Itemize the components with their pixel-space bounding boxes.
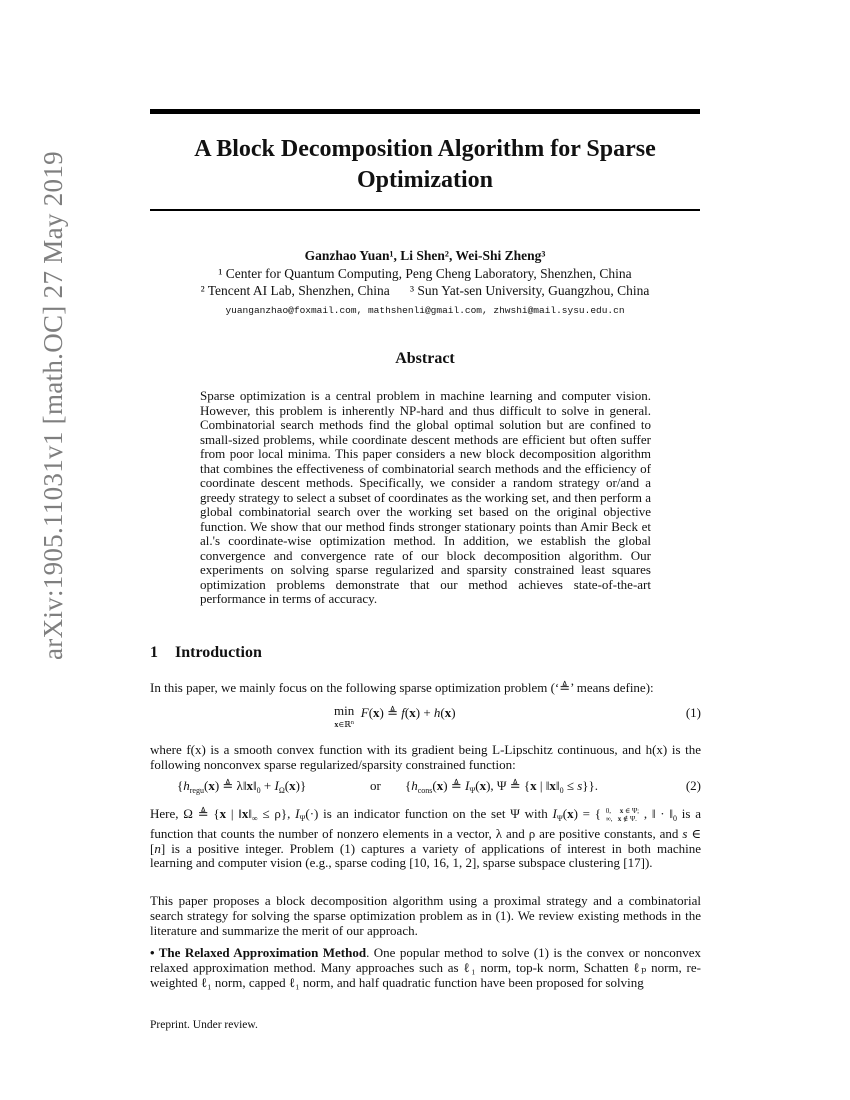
relaxed-approximation-text: . One popular method to solve (1) is the convex or nonconvex relaxed approximation method. Many approaches such as ℓ₁ norm, top-k norm, Schatten ℓₚ norm, re-weighted ℓ₁ norm, capped ℓ₁ norm, and half quadratic function have been proposed for solving (150, 945, 701, 990)
section-number: 1 (150, 644, 158, 661)
equation-2-number: (2) (685, 778, 701, 793)
arxiv-identifier-stamp: arXiv:1905.11031v1 [math.OC] 27 May 2019 (38, 151, 68, 660)
intro-paragraph-1: In this paper, we mainly focus on the following sparse optimization problem (‘≜’ means define): (150, 680, 654, 695)
title-top-rule (150, 109, 700, 114)
equation-1 (150, 705, 701, 731)
affiliation-line-1: ¹ Center for Quantum Computing, Peng Cheng Laboratory, Shenzhen, China (218, 265, 632, 281)
title-bottom-rule (150, 209, 700, 211)
author-block (150, 247, 700, 319)
intro-paragraph-4: This paper proposes a block decomposition algorithm using a proximal strategy and a combinatorial search strategy for solving the sparse optimization problem as in (1). We review existing methods in the literature and summarize the merit of our approach. (150, 893, 701, 938)
equation-2 (150, 778, 701, 798)
intro-paragraph-2: where f(x) is a smooth convex function with its gradient being L-Lipschitz continuous, and h(x) is the following nonconvex sparse regularized/sparsity constrained function: (150, 742, 701, 772)
author-emails: yuanganzhao@foxmail.com, mathshenli@gmail.com, zhwshi@mail.sysu.edu.cn (225, 304, 625, 316)
preprint-footer: Preprint. Under review. (150, 1019, 258, 1031)
abstract-text: Sparse optimization is a central problem in machine learning and computer vision. However, this problem is inherently NP-hard and thus difficult to solve in general. Combinatorial search methods find the global optimal solution but are confined to small-sized problems, while coordinate descent methods are efficient but often suffer from poor local minima. This paper considers a new block decomposition algorithm that combines the effectiveness of combinatorial search methods and the efficiency of coordinate descent methods. Specifically, we consider a random strategy or/and a greedy strategy to select a subset of coordinates as the working set, and then perform a global combinatorial search over the working set based on the original objective function. We show that our method finds stronger stationary points than Amir Beck et al.'s coordinate-wise optimization method. In addition, we establish the global convergence and convergence rate of our block decomposition algorithm. Our experiments on solving sparse regularized and sparsity constrained least squares optimization problems demonstrate that our method achieves state-of-the-art performance in terms of accuracy. (200, 388, 651, 606)
paper-title: A Block Decomposition Algorithm for Sparse Optimization (194, 136, 656, 193)
author-names: Ganzhao Yuan¹, Li Shen², Wei-Shi Zheng³ (304, 248, 546, 263)
equation-1-number: (1) (685, 705, 701, 720)
equation-2-constrained: {$h_{cons}(x)$ ≜ $I_\Psi(x)$, Ψ ≜ {x | $‖x‖_0 \le s$}}. (405, 778, 599, 795)
affiliation-line-2: ² Tencent AI Lab, Shenzhen, China ³ Sun Yat-sen University, Guangzhou, China (200, 283, 650, 298)
equation-2-regularized: {$h_{regu}(x)$ ≜ $\lambda‖x‖_0 + I_\Omega(x)$} (177, 778, 307, 795)
abstract-heading: Abstract (395, 350, 455, 367)
intro-paragraph-3: Here, Ω ≜ {x | $‖x‖_\infty \le \rho$}, $I_\Psi(\cdot)$ is an indicator function on the set Ψ with $I_\Psi(x)$ = { 0, x ∈ Ψ; ∞, x ∉ Ψ. , ‖ · $‖_0$ is a function that counts the number of nonzero elements in a vector, λ and ρ are positive constants, and s ∈ [n] is a positive integer. Problem (1) captures a variety of applications of interest in both machine learning and computer vision (e.g., sparse coding [10, 16, 1, 2], sparse subspace clustering [17]). (150, 806, 702, 871)
equation-1-body: min x∈ℝ$^n$ F(x) ≜ f(x) + h(x) (334, 703, 456, 729)
section-heading-introduction (150, 644, 262, 662)
relaxed-approximation-heading: • The Relaxed Approximation Method (150, 945, 367, 960)
section-title: Introduction (175, 644, 262, 661)
intro-paragraph-5 (150, 945, 701, 990)
equation-2-or: or (370, 778, 381, 793)
